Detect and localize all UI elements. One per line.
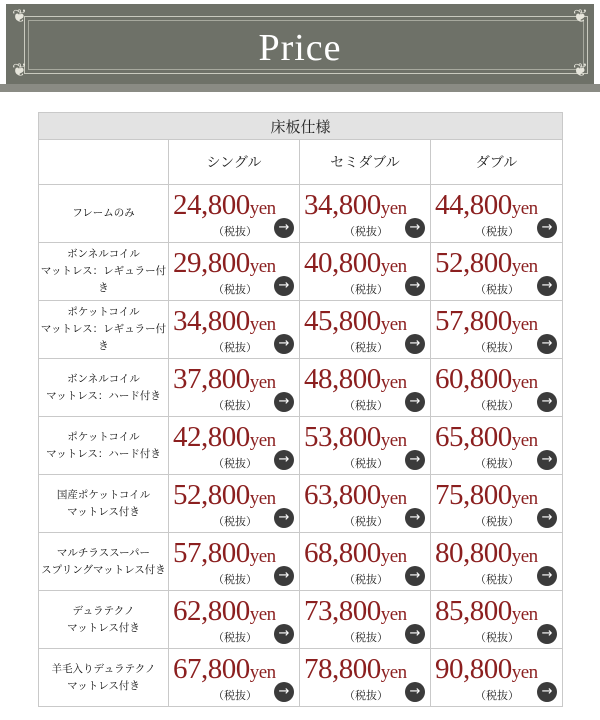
tax-note: （税抜） <box>344 632 388 644</box>
arrow-right-circle-icon[interactable]: → <box>405 392 425 412</box>
tax-note: （税抜） <box>475 458 519 470</box>
price-amount: 57,800 <box>435 305 512 337</box>
table-row <box>39 591 563 649</box>
price-value <box>304 421 407 454</box>
price-amount: 53,800 <box>304 421 381 453</box>
row-label-line: マットレス付き <box>67 679 140 692</box>
arrow-right-circle-icon[interactable]: → <box>537 392 557 412</box>
row-label-line: マルチラススーパー <box>56 546 151 559</box>
price-value <box>173 653 276 686</box>
price-amount: 68,800 <box>304 537 381 569</box>
arrow-right-circle-icon[interactable]: → <box>274 450 294 470</box>
tax-note: （税抜） <box>213 342 257 354</box>
price-suffix: yen <box>380 488 407 509</box>
tax-note: （税抜） <box>475 632 519 644</box>
price-suffix: yen <box>249 604 276 625</box>
row-label-line: マットレス付き <box>67 621 140 634</box>
arrow-right-circle-icon[interactable]: → <box>537 508 557 528</box>
arrow-right-circle-icon[interactable]: → <box>274 508 294 528</box>
row-label <box>39 533 169 591</box>
price-value <box>304 189 407 222</box>
tax-note: （税抜） <box>213 458 257 470</box>
price-value <box>173 421 276 454</box>
arrow-right-circle-icon[interactable]: → <box>274 276 294 296</box>
price-cell[interactable] <box>431 417 563 475</box>
price-suffix: yen <box>380 314 407 335</box>
price-value <box>304 247 407 280</box>
price-cell[interactable] <box>169 359 300 417</box>
price-suffix: yen <box>511 198 538 219</box>
tax-note: （税抜） <box>475 516 519 528</box>
price-value <box>435 247 538 280</box>
column-header: セミダブル <box>300 140 431 185</box>
arrow-right-circle-icon[interactable]: → <box>537 624 557 644</box>
table-row <box>39 359 563 417</box>
price-cell[interactable] <box>431 359 563 417</box>
price-value <box>304 305 407 338</box>
price-cell[interactable] <box>431 591 563 649</box>
price-amount: 73,800 <box>304 595 381 627</box>
price-cell[interactable] <box>431 301 563 359</box>
arrow-right-circle-icon[interactable]: → <box>405 566 425 586</box>
row-label <box>39 185 169 243</box>
price-suffix: yen <box>380 430 407 451</box>
price-suffix: yen <box>511 662 538 683</box>
price-suffix: yen <box>380 662 407 683</box>
ornament-icon: ❦ <box>12 60 28 81</box>
arrow-right-circle-icon[interactable]: → <box>537 566 557 586</box>
price-value <box>435 421 538 454</box>
price-value <box>173 189 276 222</box>
price-suffix: yen <box>511 372 538 393</box>
price-suffix: yen <box>249 256 276 277</box>
row-label-line: ボンネルコイル <box>67 248 140 260</box>
price-amount: 34,800 <box>304 189 381 221</box>
price-value <box>173 305 276 338</box>
price-value <box>435 479 538 512</box>
price-value <box>304 479 407 512</box>
price-value <box>304 595 407 628</box>
price-suffix: yen <box>380 372 407 393</box>
price-suffix: yen <box>511 488 538 509</box>
price-cell[interactable] <box>300 475 431 533</box>
price-amount: 40,800 <box>304 247 381 279</box>
price-cell[interactable] <box>300 185 431 243</box>
arrow-right-circle-icon[interactable]: → <box>274 392 294 412</box>
price-value <box>435 189 538 222</box>
tax-note: （税抜） <box>475 400 519 412</box>
arrow-right-circle-icon[interactable]: → <box>537 450 557 470</box>
price-cell[interactable] <box>431 185 563 243</box>
table-row <box>39 243 563 301</box>
price-amount: 65,800 <box>435 421 512 453</box>
table-row <box>39 417 563 475</box>
price-value <box>304 537 407 570</box>
tax-note: （税抜） <box>213 574 257 586</box>
price-cell[interactable] <box>431 649 563 707</box>
tax-note: （税抜） <box>344 574 388 586</box>
price-value <box>435 653 538 686</box>
tax-note: （税抜） <box>344 516 388 528</box>
arrow-right-circle-icon[interactable]: → <box>405 624 425 644</box>
row-label-line: フレームのみ <box>72 207 135 219</box>
tax-note: （税抜） <box>475 574 519 586</box>
row-label <box>39 649 169 707</box>
row-label-line: 羊毛入りデュラテクノ <box>51 662 156 675</box>
arrow-right-circle-icon[interactable]: → <box>537 218 557 238</box>
ornament-icon: ❦ <box>572 60 588 81</box>
price-value <box>435 595 538 628</box>
ornament-icon: ❦ <box>572 6 588 27</box>
price-cell[interactable] <box>300 591 431 649</box>
price-cell[interactable] <box>169 649 300 707</box>
price-amount: 80,800 <box>435 537 512 569</box>
arrow-right-circle-icon[interactable]: → <box>274 624 294 644</box>
banner-divider <box>0 84 600 92</box>
price-cell[interactable] <box>300 649 431 707</box>
row-label <box>39 243 169 301</box>
tax-note: （税抜） <box>344 690 388 702</box>
price-table <box>38 112 563 707</box>
table-row <box>39 475 563 533</box>
row-label-line: マットレス：ハード付き <box>46 389 161 402</box>
arrow-right-circle-icon[interactable]: → <box>405 450 425 470</box>
row-label-line: マットレス付き <box>67 505 140 518</box>
page-title: Price <box>258 27 342 69</box>
arrow-right-circle-icon[interactable]: → <box>274 682 294 702</box>
table-row <box>39 533 563 591</box>
arrow-right-circle-icon[interactable]: → <box>274 566 294 586</box>
tax-note: （税抜） <box>344 342 388 354</box>
price-amount: 63,800 <box>304 479 381 511</box>
price-amount: 60,800 <box>435 363 512 395</box>
price-suffix: yen <box>511 546 538 567</box>
tax-note: （税抜） <box>344 458 388 470</box>
price-amount: 90,800 <box>435 653 512 685</box>
price-suffix: yen <box>380 256 407 277</box>
row-label <box>39 359 169 417</box>
tax-note: （税抜） <box>475 284 519 296</box>
price-suffix: yen <box>249 372 276 393</box>
tax-note: （税抜） <box>213 690 257 702</box>
tax-note: （税抜） <box>213 400 257 412</box>
table-row <box>39 301 563 359</box>
price-amount: 34,800 <box>173 305 250 337</box>
price-cell[interactable] <box>169 185 300 243</box>
price-suffix: yen <box>249 430 276 451</box>
price-amount: 57,800 <box>173 537 250 569</box>
row-label-line: マットレス：レギュラー付き <box>40 265 167 294</box>
tax-note: （税抜） <box>213 226 257 238</box>
ornament-icon: ❦ <box>12 6 28 27</box>
price-cell[interactable] <box>169 591 300 649</box>
column-header: ダブル <box>431 140 563 185</box>
table-caption: 床板仕様 <box>39 113 563 140</box>
arrow-right-circle-icon[interactable]: → <box>537 334 557 354</box>
price-suffix: yen <box>380 604 407 625</box>
price-suffix: yen <box>249 314 276 335</box>
arrow-right-circle-icon[interactable]: → <box>537 276 557 296</box>
tax-note: （税抜） <box>344 226 388 238</box>
price-amount: 62,800 <box>173 595 250 627</box>
price-cell[interactable] <box>169 417 300 475</box>
price-amount: 52,800 <box>435 247 512 279</box>
price-cell[interactable] <box>169 533 300 591</box>
price-value <box>435 305 538 338</box>
price-suffix: yen <box>249 662 276 683</box>
arrow-right-circle-icon[interactable]: → <box>405 682 425 702</box>
banner-panel <box>6 4 594 84</box>
table-corner <box>39 140 169 185</box>
price-cell[interactable] <box>169 475 300 533</box>
row-label-line: ポケットコイル <box>67 306 140 318</box>
tax-note: （税抜） <box>213 516 257 528</box>
price-amount: 67,800 <box>173 653 250 685</box>
tax-note: （税抜） <box>475 342 519 354</box>
price-cell[interactable] <box>431 533 563 591</box>
price-amount: 42,800 <box>173 421 250 453</box>
row-label <box>39 301 169 359</box>
price-value <box>435 363 538 396</box>
price-amount: 37,800 <box>173 363 250 395</box>
row-label-line: デュラテクノ <box>72 604 135 617</box>
arrow-right-circle-icon[interactable]: → <box>274 218 294 238</box>
price-value <box>304 653 407 686</box>
arrow-right-circle-icon[interactable]: → <box>537 682 557 702</box>
price-amount: 45,800 <box>304 305 381 337</box>
row-label <box>39 417 169 475</box>
price-suffix: yen <box>511 430 538 451</box>
price-cell[interactable] <box>300 243 431 301</box>
row-label-line: スプリングマットレス付き <box>41 563 166 576</box>
price-value <box>304 363 407 396</box>
price-suffix: yen <box>511 604 538 625</box>
price-cell[interactable] <box>300 417 431 475</box>
price-suffix: yen <box>249 198 276 219</box>
price-suffix: yen <box>249 546 276 567</box>
tax-note: （税抜） <box>213 284 257 296</box>
price-cell[interactable] <box>300 533 431 591</box>
column-header: シングル <box>169 140 300 185</box>
price-cell[interactable] <box>300 359 431 417</box>
price-suffix: yen <box>380 546 407 567</box>
price-cell[interactable] <box>431 243 563 301</box>
row-label-line: マットレス：レギュラー付き <box>40 323 167 352</box>
arrow-right-circle-icon[interactable]: → <box>405 218 425 238</box>
row-label-line: 国産ポケットコイル <box>56 488 151 501</box>
price-value <box>435 537 538 570</box>
price-value <box>173 479 276 512</box>
price-banner <box>0 0 600 92</box>
price-value <box>173 595 276 628</box>
price-value <box>173 247 276 280</box>
price-cell[interactable] <box>169 243 300 301</box>
price-amount: 52,800 <box>173 479 250 511</box>
price-amount: 48,800 <box>304 363 381 395</box>
row-label-line: ボンネルコイル <box>67 372 140 385</box>
tax-note: （税抜） <box>344 400 388 412</box>
row-label-line: マットレス：ハード付き <box>46 447 161 460</box>
tax-note: （税抜） <box>475 226 519 238</box>
row-label <box>39 591 169 649</box>
price-amount: 85,800 <box>435 595 512 627</box>
price-cell[interactable] <box>431 475 563 533</box>
price-suffix: yen <box>511 314 538 335</box>
row-label-line: ポケットコイル <box>67 430 140 443</box>
tax-note: （税抜） <box>475 690 519 702</box>
arrow-right-circle-icon[interactable]: → <box>274 334 294 354</box>
price-amount: 29,800 <box>173 247 250 279</box>
table-row <box>39 649 563 707</box>
table-row <box>39 185 563 243</box>
price-suffix: yen <box>249 488 276 509</box>
price-cell[interactable] <box>300 301 431 359</box>
arrow-right-circle-icon[interactable]: → <box>405 334 425 354</box>
price-amount: 78,800 <box>304 653 381 685</box>
arrow-right-circle-icon[interactable]: → <box>405 276 425 296</box>
price-value <box>173 537 276 570</box>
row-label <box>39 475 169 533</box>
price-amount: 44,800 <box>435 189 512 221</box>
tax-note: （税抜） <box>344 284 388 296</box>
price-suffix: yen <box>380 198 407 219</box>
price-amount: 75,800 <box>435 479 512 511</box>
price-suffix: yen <box>511 256 538 277</box>
arrow-right-circle-icon[interactable]: → <box>405 508 425 528</box>
price-value <box>173 363 276 396</box>
price-amount: 24,800 <box>173 189 250 221</box>
price-cell[interactable] <box>169 301 300 359</box>
tax-note: （税抜） <box>213 632 257 644</box>
